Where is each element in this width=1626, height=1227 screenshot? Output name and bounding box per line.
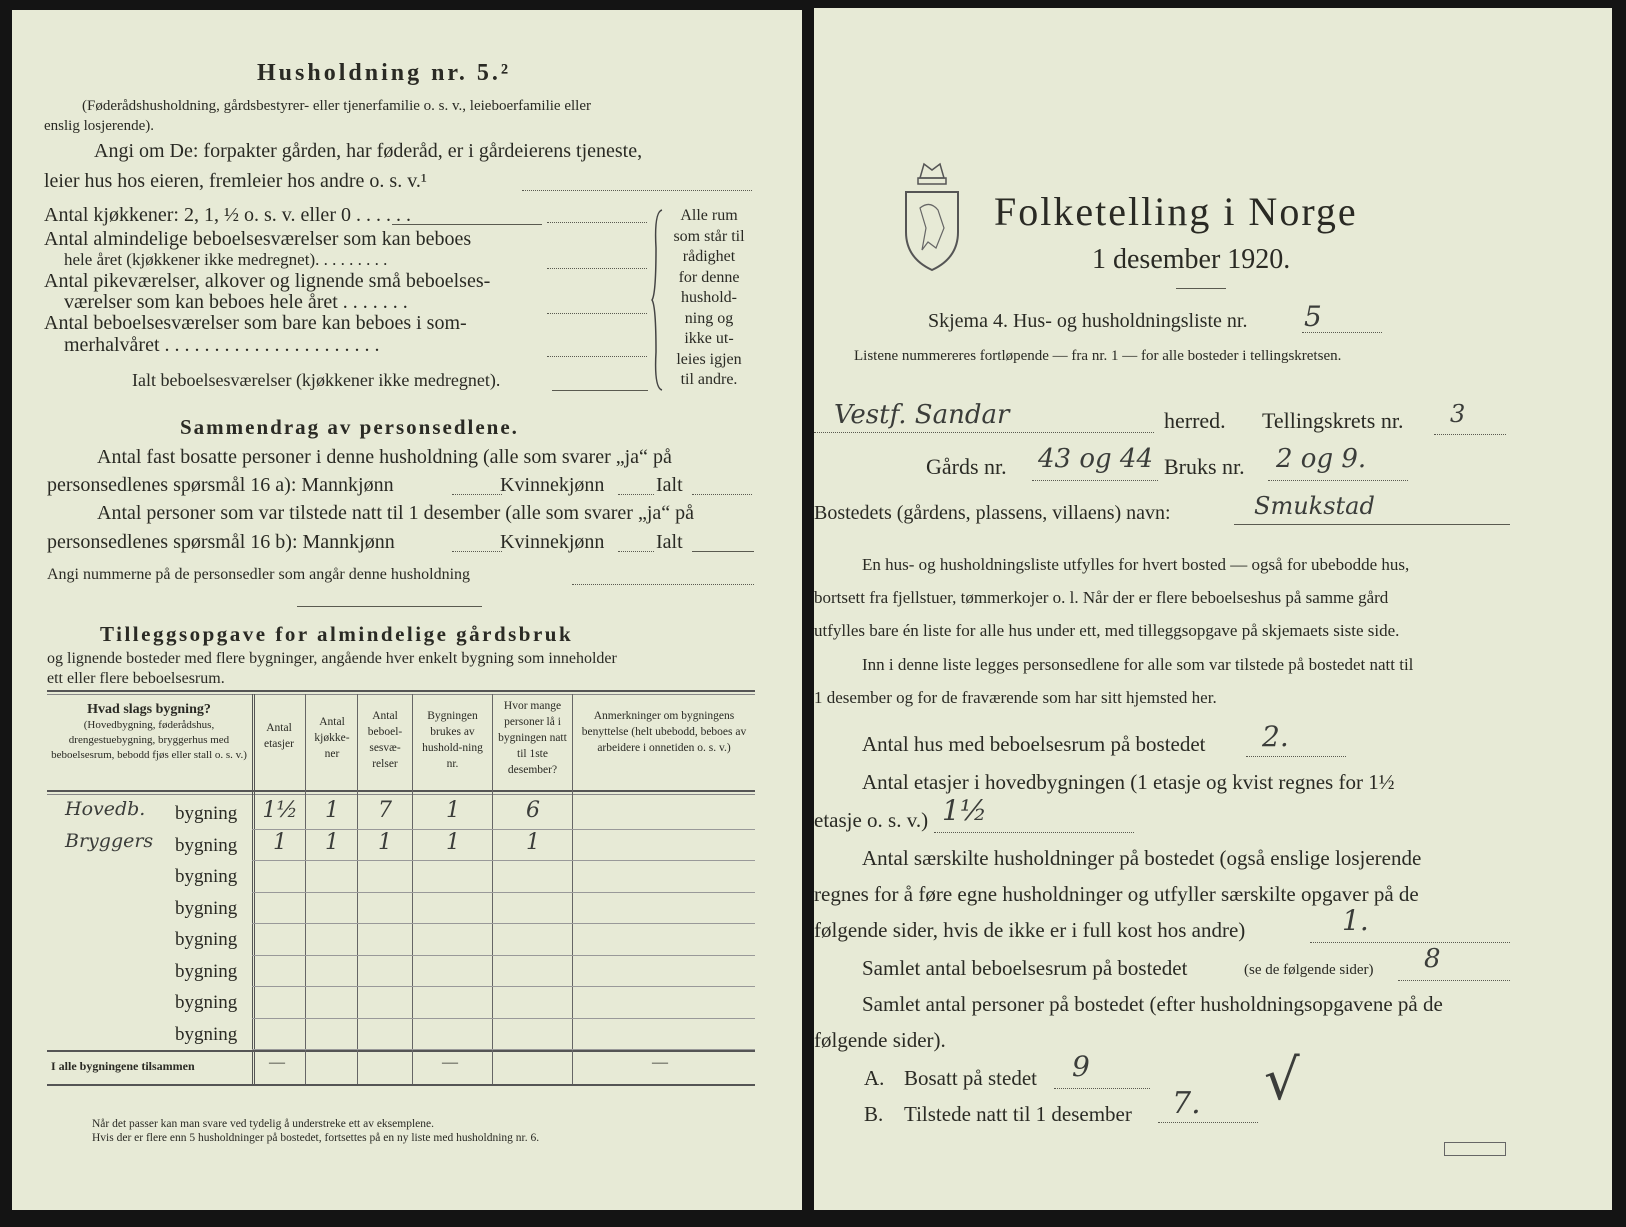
hus-label: Antal hus med beboelsesrum på bostedet [862,732,1206,756]
building-label: bygning [175,929,238,950]
col-building-header: Hvad slags bygning? (Hovedbygning, føderådshus, drengestuebygning, bryggerhus med beboelsesrum, bebodd fjøs eller stall o. s. v.) [51,702,247,761]
gards-label: Gårds nr. [926,454,1007,479]
ialt-row: Ialt beboelsesværelser (kjøkkener ikke medregnet). [132,370,501,390]
angi-line-2: leier hus hos eieren, fremleier hos andre o. s. v.¹ [44,170,427,192]
bosted-value: Smukstad [1254,492,1375,520]
total-dash-anm: — [652,1054,668,1071]
tilstede-value: 7. [1172,1086,1201,1121]
samlet-rum-note: (se de følgende sider) [1244,962,1374,978]
saerskilte-line-2: regnes for å føre egne husholdninger og utfyller særskilte opgaver på de [814,882,1419,906]
maid-rooms-row-1: Antal pikeværelser, alkover og lignende små beboelses- [44,270,491,292]
footnote-1: Når det passer kan man svare ved tydelig å understreke ett av eksemplene. [92,1118,434,1130]
building-label: bygning [175,960,238,982]
kvinne-label-2: Kvinnekjønn [500,531,605,553]
table-row [47,893,755,925]
check-mark: √ [1264,1048,1300,1113]
summer-rooms-row-2: merhalvåret . . . . . . . . . . . . . . . . . . . . . . [64,334,380,356]
building-table [47,690,755,1106]
ialt-label-1: Ialt [656,474,683,496]
census-title: Folketelling i Norge [994,189,1358,234]
cell-kjokken: 1 [325,829,339,855]
coat-of-arms-icon [900,158,964,274]
table-row [47,956,755,988]
brace-note: Alle rum som står til rådighet for denne hushold- ning og ikke ut- leies igjen til andre. [673,207,745,388]
hus-value: 2. [1262,720,1289,753]
intro-paren-2: enslig losjerende). [44,118,154,134]
total-dash-etasjer: — [269,1054,285,1071]
angi-nummer: Angi nummerne på de personsedler som angår denne husholdning [47,566,471,583]
listene-note: Listene nummereres fortløpende — fra nr. 1 — for alle bosteder i tellingskretsen. [854,348,1342,364]
skjema-label: Skjema 4. Hus- og husholdningsliste nr. [928,310,1248,332]
footnote-2: Hvis der er flere enn 5 husholdninger på bostedet, fortsettes på en ny liste med husholdning nr. 6. [92,1132,540,1144]
samlet-personer-line-2: følgende sider). [814,1028,946,1052]
total-dash-hush: — [442,1054,458,1071]
sammendrag-line-1: Antal fast bosatte personer i denne husholdning (alle som svarer „ja“ på [97,446,672,468]
instructions-paragraph-1: En hus- og husholdningsliste utfylles for hvert bosted — også for ubebodde hus, bortsett fra fjellstuer, tømmerkojer o. l. Når der er flere beboelseshus på samme gård utfylles bare én liste for alle hus under ett, med tilleggsopgave på skjemaets siste side. [814,555,1410,640]
sammendrag-title: Sammendrag av personsedlene. [180,415,519,439]
building-label: bygning [175,897,238,919]
cell-etasjer: 1 [273,829,287,855]
row-divider [252,1049,755,1050]
saerskilte-line-1: Antal særskilte husholdninger på bostedet (også enslige losjerende [862,846,1422,870]
intro-paren-1: (Føderådshusholdning, gårdsbestyrer- eller tjenerfamilie o. s. v., leieboerfamilie eller [82,98,591,114]
right-page [814,8,1612,1210]
col-kjokken-header: Antal kjøkke-ner [314,716,350,760]
tillegg-line-1: og lignende bosteder med flere bygninger, angående hver enkelt bygning som inneholder [47,650,617,667]
sammendrag-line-2: personsedlenes spørsmål 16 a): Mannkjønn [47,474,394,496]
bosatt-letter: A. [864,1066,885,1090]
gards-value: 43 og 44 [1038,444,1153,474]
ialt-label-2: Ialt [656,531,683,553]
rooms-row-2: hele året (kjøkkener ikke medregnet). . . . . . . . . [64,250,388,269]
samlet-rum-value: 8 [1424,944,1441,974]
col-etasjer-header: Antal etasjer [263,722,294,750]
sammendrag-line-4: personsedlenes spørsmål 16 b): Mannkjønn [47,531,395,553]
bruks-value: 2 og 9. [1276,444,1367,474]
building-label: bygning [175,803,238,824]
tillegg-title: Tilleggsopgave for almindelige gårdsbruk [100,622,574,646]
kvinne-label-1: Kvinnekjønn [500,474,605,496]
rooms-row-1: Antal almindelige beboelsesværelser som kan beboes [44,228,472,250]
cell-rum: 1 [378,829,392,855]
herred-value: Vestf. Sandar [834,400,1010,430]
bosted-label: Bostedets (gårdens, plassens, villaens) navn: [814,502,1171,524]
maid-rooms-row-2: værelser som kan beboes hele året . . . . . . . [64,291,408,313]
left-page [12,10,802,1210]
col-anmerkninger-header: Anmerkninger om bygningens benyttelse (helt ubebodd, beboes av arbeidere i onnetiden o. s. v.) [581,710,747,754]
cell-rum: 7 [378,798,392,823]
table-row [47,1019,755,1051]
sammendrag-line-3: Antal personer som var tilstede natt til 1 desember (alle som svarer „ja“ på [97,502,695,524]
tilstede-letter: B. [864,1102,884,1126]
etasjer-line-2: etasje o. s. v.) [814,808,929,832]
stamp-box [1444,1142,1506,1156]
angi-fill-line [522,190,752,191]
bruks-label: Bruks nr. [1164,454,1245,479]
building-label: bygning [175,866,238,887]
skjema-value: 5 [1304,300,1322,333]
col-rum-header: Antal beboel-sesvæ-relser [367,710,403,770]
etasjer-value: 1½ [942,794,987,827]
table-row [47,924,755,956]
saerskilte-line-3: følgende sider, hvis de ikke er i full kost hos andre) [814,918,1246,942]
total-label: I alle bygningene tilsammen [51,1059,195,1073]
table-row [47,987,755,1019]
table-row [47,798,755,830]
saerskilte-value: 1. [1342,904,1369,937]
table-row [47,830,755,862]
herred-label: herred. [1164,408,1226,433]
building-name: Bryggers [65,829,154,852]
building-label: bygning [175,1023,238,1045]
bosatt-label: Bosatt på stedet [904,1066,1037,1090]
kitchen-underline [392,224,542,225]
household-title: Husholdning nr. 5.² [257,60,512,86]
instructions-paragraph-2: Inn i denne liste legges personsedlene for alle som var tilstede på bostedet natt til 1 desember og for de fraværende som har sitt hjemsted her. [814,655,1414,707]
tillegg-line-2: ett eller flere beboelsesrum. [47,670,225,687]
cell-pers: 6 [526,798,540,823]
cell-pers: 1 [526,829,540,855]
cell-hush: 1 [446,798,460,823]
krets-label: Tellingskrets nr. [1262,408,1404,433]
table-row [47,861,755,893]
building-name: Hovedb. [65,798,146,820]
etasjer-line-1: Antal etasjer i hovedbygningen (1 etasje og kvist regnes for 1½ [862,770,1395,794]
census-date: 1 desember 1920. [1092,244,1291,275]
samlet-personer-line-1: Samlet antal personer på bostedet (efter husholdningsopgavene på de [862,992,1443,1016]
tilstede-label: Tilstede natt til 1 desember [904,1102,1132,1126]
cell-hush: 1 [446,829,460,855]
col-personer-header: Hvor mange personer lå i bygningen natt til 1ste desember? [498,700,567,776]
bosatt-value: 9 [1072,1050,1090,1083]
angi-line-1: Angi om De: forpakter gården, har føderåd, er i gårdeierens tjeneste, [94,140,643,162]
kitchen-row: Antal kjøkkener: 2, 1, ½ o. s. v. eller 0 . . . . . . [44,204,411,226]
cell-kjokken: 1 [325,798,339,823]
cell-etasjer: 1½ [262,798,298,823]
building-label: bygning [175,834,238,856]
krets-value: 3 [1450,400,1466,428]
building-label: bygning [175,992,238,1013]
summer-rooms-row-1: Antal beboelsesværelser som bare kan beboes i som- [44,312,467,334]
samlet-rum-label: Samlet antal beboelsesrum på bostedet [862,956,1188,980]
col-husholdning-header: Bygningen brukes av hushold-ning nr. [422,710,483,770]
